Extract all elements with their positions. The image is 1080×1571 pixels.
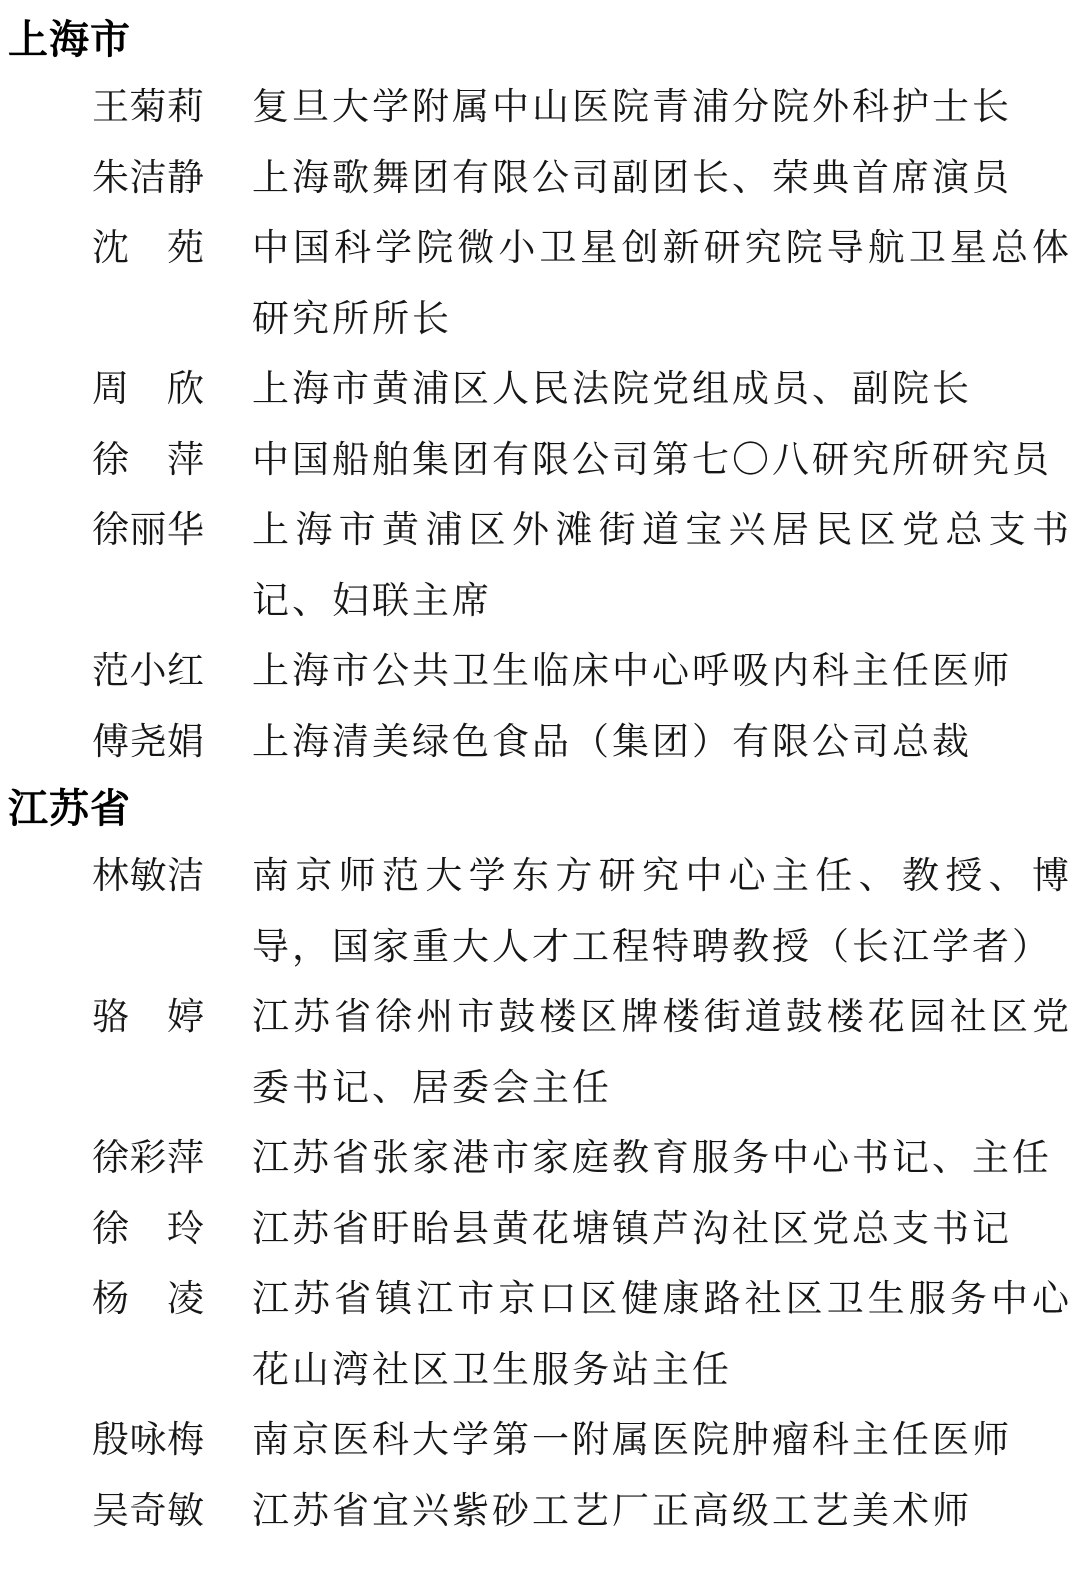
name-char: 苑 (167, 228, 204, 270)
name-char: 尧 (129, 721, 167, 763)
name-char: 徐 (92, 439, 129, 481)
person-title-line: 上海市公共卫生临床中心呼吸内科主任医师 (252, 651, 1012, 693)
person-name (92, 1198, 204, 1252)
entry-line (0, 1190, 1080, 1261)
name-char: 小 (129, 651, 167, 693)
province-section (0, 4, 1080, 773)
person-title-line: 中国船舶集团有限公司第七〇八研究所研究员 (252, 439, 1052, 481)
name-char: 玲 (167, 1208, 204, 1250)
province-heading: 上海市 (8, 17, 131, 62)
entry-line (0, 703, 1080, 774)
person-name (92, 986, 204, 1040)
entry-line (0, 632, 1080, 703)
name-char: 洁 (167, 856, 204, 898)
name-char: 莉 (167, 87, 204, 129)
person-name (92, 640, 204, 694)
name-char: 殷 (92, 1420, 129, 1462)
person-name (92, 358, 204, 412)
person-title-line: 江苏省镇江市京口区健康路社区卫生服务中心 (252, 1279, 1072, 1321)
entry-line (0, 1119, 1080, 1190)
person-name (92, 147, 204, 201)
entry-line (0, 350, 1080, 421)
entry-line (0, 562, 1080, 633)
entry-line (0, 1401, 1080, 1472)
name-char: 梅 (167, 1420, 204, 1462)
name-char: 傅 (92, 721, 129, 763)
entry-line (0, 68, 1080, 139)
name-char: 杨 (92, 1279, 129, 1321)
person-name (92, 845, 204, 899)
person-title-line: 上海歌舞团有限公司副团长、荣典首席演员 (252, 157, 1012, 199)
name-char: 敏 (129, 856, 167, 898)
name-char: 静 (167, 157, 204, 199)
name-char: 娟 (167, 721, 204, 763)
entry-line (0, 1331, 1080, 1402)
name-char: 丽 (129, 510, 167, 552)
person-title-line: 江苏省盱眙县黄花塘镇芦沟社区党总支书记 (252, 1208, 1012, 1250)
name-char: 菊 (129, 87, 167, 129)
person-name (92, 499, 204, 553)
name-char: 彩 (129, 1138, 167, 1180)
name-char: 徐 (92, 1208, 129, 1250)
person-title-line: 上海市黄浦区人民法院党组成员、副院长 (252, 369, 972, 411)
entry-line (0, 491, 1080, 562)
name-char: 咏 (129, 1420, 167, 1462)
entry-list (0, 837, 1080, 1542)
person-name (92, 1409, 204, 1463)
province-heading: 江苏省 (8, 786, 131, 831)
name-char: 徐 (92, 510, 129, 552)
person-name (92, 1268, 204, 1322)
person-title-line: 江苏省徐州市鼓楼区牌楼街道鼓楼花园社区党 (252, 997, 1072, 1039)
name-char: 凌 (167, 1279, 204, 1321)
person-title-line: 南京医科大学第一附属医院肿瘤科主任医师 (252, 1420, 1012, 1462)
person-name (92, 217, 204, 271)
person-title-line: 江苏省张家港市家庭教育服务中心书记、主任 (252, 1138, 1052, 1180)
name-char: 周 (92, 369, 129, 411)
entry-line (0, 280, 1080, 351)
person-title-line: 南京师范大学东方研究中心主任、教授、博 (252, 856, 1072, 898)
person-title-line: 上海市黄浦区外滩街道宝兴居民区党总支书 (252, 510, 1072, 552)
name-char: 林 (92, 856, 129, 898)
person-title-line: 江苏省宜兴紫砂工艺厂正高级工艺美术师 (252, 1490, 972, 1532)
entry-line (0, 421, 1080, 492)
person-name (92, 1480, 204, 1534)
name-char: 红 (167, 651, 204, 693)
name-char: 王 (92, 87, 129, 129)
person-title-line: 记、妇联主席 (252, 580, 492, 622)
name-char: 敏 (167, 1490, 204, 1532)
name-char: 萍 (167, 439, 204, 481)
person-title-line: 研究所所长 (252, 298, 452, 340)
person-name (92, 1127, 204, 1181)
person-title-line: 花山湾社区卫生服务站主任 (252, 1349, 732, 1391)
person-title-line: 复旦大学附属中山医院青浦分院外科护士长 (252, 87, 1012, 129)
entry-line (0, 908, 1080, 979)
entry-line (0, 837, 1080, 908)
entry-line (0, 978, 1080, 1049)
name-char: 奇 (129, 1490, 167, 1532)
person-title-line: 上海清美绿色食品（集团）有限公司总裁 (252, 721, 972, 763)
name-char: 婷 (167, 997, 204, 1039)
name-char: 华 (167, 510, 204, 552)
name-char: 洁 (129, 157, 167, 199)
entry-line (0, 1260, 1080, 1331)
entry-line (0, 1472, 1080, 1543)
name-char: 骆 (92, 997, 129, 1039)
person-title-line: 中国科学院微小卫星创新研究院导航卫星总体 (252, 228, 1072, 270)
person-title-line: 导，国家重大人才工程特聘教授（长江学者） (252, 926, 1052, 968)
name-char: 朱 (92, 157, 129, 199)
entry-line (0, 209, 1080, 280)
person-name (92, 429, 204, 483)
name-char: 吴 (92, 1490, 129, 1532)
entry-list (0, 68, 1080, 773)
name-char: 徐 (92, 1138, 129, 1180)
name-char: 欣 (167, 369, 204, 411)
name-char: 萍 (167, 1138, 204, 1180)
entry-line (0, 139, 1080, 210)
province-section (0, 773, 1080, 1542)
entry-line (0, 1049, 1080, 1120)
name-char: 范 (92, 651, 129, 693)
person-name (92, 711, 204, 765)
person-name (92, 76, 204, 130)
person-title-line: 委书记、居委会主任 (252, 1067, 612, 1109)
name-char: 沈 (92, 228, 129, 270)
